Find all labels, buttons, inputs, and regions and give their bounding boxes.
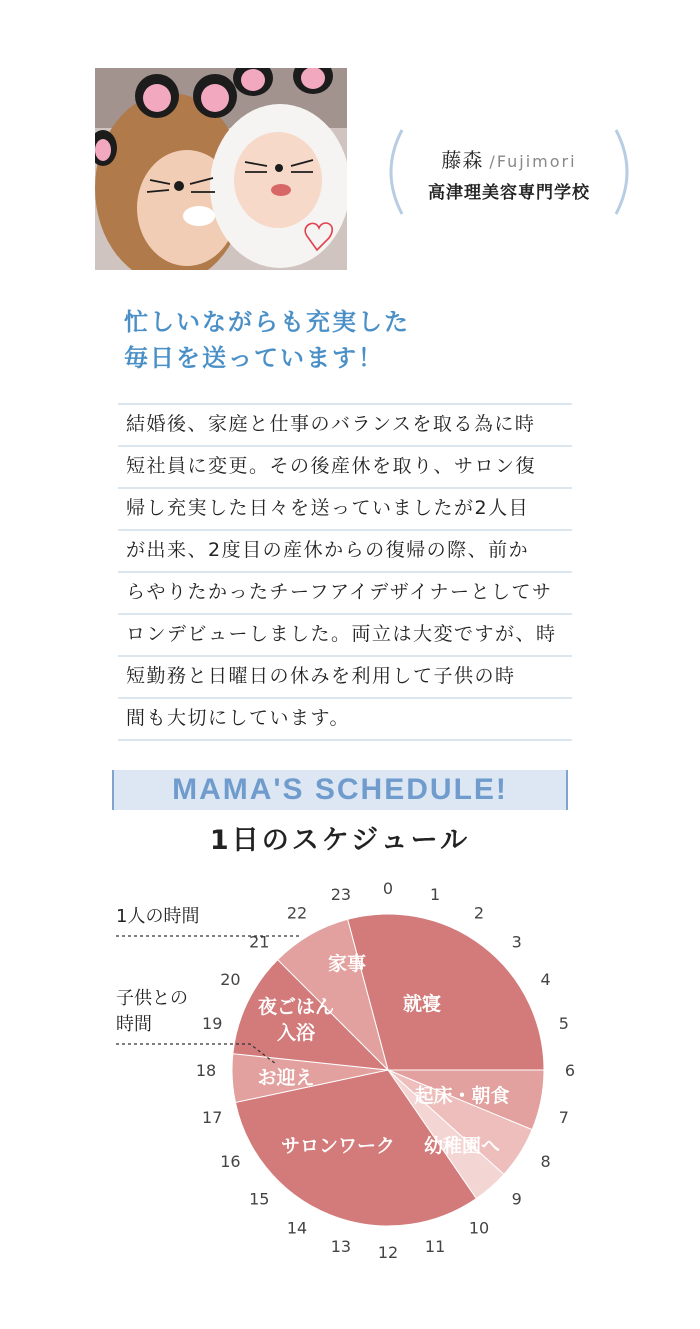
profile-photo [95, 68, 347, 270]
body-line: 結婚後、家庭と仕事のバランスを取る為に時 [118, 403, 572, 447]
pie-slice-label: 起床・朝食 [414, 1085, 510, 1107]
hour-tick-label: 23 [330, 885, 352, 905]
annotation-alone-time: 1人の時間 [116, 906, 200, 927]
hour-tick-label: 19 [202, 1013, 223, 1033]
hour-tick-label: 1 [430, 885, 441, 905]
hour-tick-label: 15 [249, 1189, 270, 1209]
hour-tick-label: 16 [220, 1152, 241, 1171]
hour-tick-label: 0 [382, 879, 394, 898]
hour-tick-label: 22 [286, 903, 308, 923]
hour-tick-label: 20 [220, 970, 241, 989]
pie-slice-label: お迎え [257, 1067, 315, 1089]
heading-line-1: 忙しいながらも充実した [124, 308, 410, 336]
pie-slice-label: 家事 [327, 953, 367, 975]
hour-tick-label: 11 [424, 1236, 446, 1256]
hour-tick-label: 2 [473, 903, 485, 923]
hour-tick-label: 3 [511, 932, 522, 952]
pie-slice-label: 幼稚園へ [423, 1135, 501, 1157]
hour-tick-label: 10 [468, 1218, 490, 1238]
hour-tick-label: 7 [558, 1108, 569, 1128]
hour-tick-label: 14 [286, 1218, 308, 1238]
hour-tick-label: 21 [249, 932, 270, 952]
body-line: ロンデビューしました。両立は大変ですが、時 [118, 615, 572, 657]
schedule-banner: MAMA'S SCHEDULE! [112, 770, 568, 810]
pie-slice-label: サロンワーク [280, 1135, 396, 1157]
schedule-subtitle: 1日のスケジュール [209, 825, 471, 856]
profile-name: 藤森 [441, 148, 484, 172]
annotation-child-time: 子供との時間 [116, 988, 188, 1035]
hour-tick-label: 18 [195, 1061, 217, 1080]
hour-tick-label: 5 [558, 1013, 569, 1033]
profile-name-line [378, 144, 640, 173]
body-line: らやりたかったチーフアイデザイナーとしてサ [118, 573, 572, 615]
pie-slice-label: 就寝 [402, 993, 442, 1015]
body-line: が出来、2度目の産休からの復帰の際、前か [118, 531, 572, 573]
profile-school: 高津理美容専門学校 [428, 183, 590, 203]
body-line: 短社員に変更。その後産休を取り、サロン復 [118, 447, 572, 489]
body-line: 間も大切にしています。 [118, 699, 572, 741]
hour-tick-label: 12 [377, 1243, 399, 1262]
article-body [118, 403, 572, 741]
profile-romaji: /Fujimori [489, 152, 577, 171]
profile-badge [378, 128, 640, 216]
pie-slice-label: 夜ごはん入浴 [257, 996, 335, 1044]
schedule-pie-chart [0, 870, 700, 1270]
hour-tick-label: 8 [540, 1152, 551, 1171]
hour-tick-label: 6 [564, 1061, 576, 1080]
photo-illustration [95, 68, 347, 270]
article-heading [124, 304, 584, 376]
hour-tick-label: 13 [330, 1236, 352, 1256]
hour-tick-label: 17 [202, 1108, 223, 1128]
hour-tick-label: 9 [511, 1189, 522, 1209]
heading-line-2: 毎日を送っています！ [124, 344, 384, 372]
hour-tick-label: 4 [540, 970, 551, 989]
body-line: 短勤務と日曜日の休みを利用して子供の時 [118, 657, 572, 699]
body-line: 帰し充実した日々を送っていましたが2人目 [118, 489, 572, 531]
